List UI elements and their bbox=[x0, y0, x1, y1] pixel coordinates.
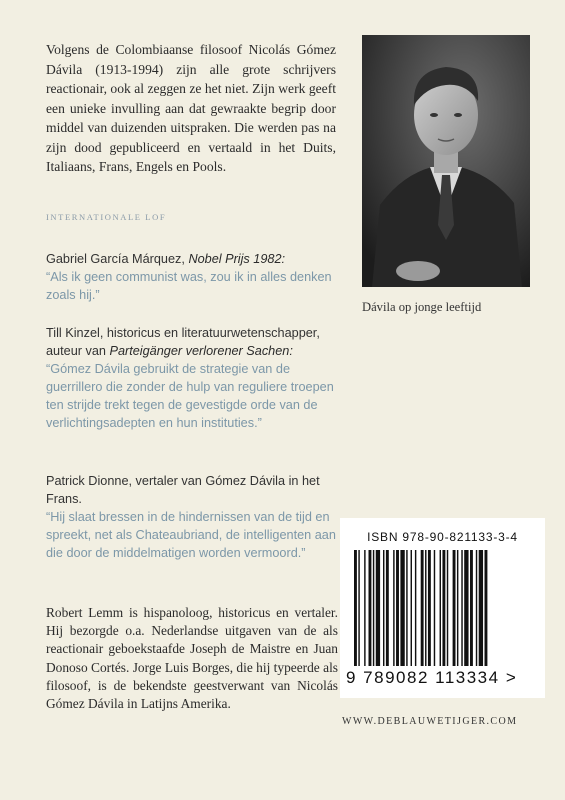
barcode-icon bbox=[354, 550, 532, 666]
photo-caption: Dávila op jonge leeftijd bbox=[362, 300, 482, 314]
quote-work: Parteigänger verlorener Sachen: bbox=[109, 344, 293, 358]
quote-author: Gabriel García Márquez, bbox=[46, 252, 189, 266]
quote-block-kinzel bbox=[46, 324, 346, 432]
quote-text: “Hij slaat bressen in de hindernissen van de tijd en spreekt, net als Chateaubriand, de intelligenten aan die door de middelmatigen worden vermoord.” bbox=[46, 510, 336, 560]
quote-author: Till Kinzel, historicus en literatuurwetenschapper, auteur van bbox=[46, 326, 320, 358]
quote-block-dionne bbox=[46, 472, 346, 562]
ean-number: 9 789082 113334 > bbox=[346, 668, 518, 687]
quote-text: “Gómez Dávila gebruikt de strategie van de guerrillero die zonder de hulp van reguliere troepen ten strijde trekt tegen de gevestigde orde van de verlichtingsadepten en hun instituties.” bbox=[46, 362, 334, 430]
barcode-panel bbox=[340, 518, 545, 698]
author-bio: Robert Lemm is hispanoloog, historicus en vertaler. Hij bezorgde o.a. Nederlandse uitgaven van de als reactionair geboekstaafde Joseph de Maistre en Juan Donoso Cortés. Jorge Luis Borges, die hij typeerde als filosoof, is de bekendste geestverwant van Nicolás Gómez Dávila in Latijns Amerika. bbox=[46, 605, 338, 712]
intro-paragraph: Volgens de Colombiaanse filosoof Nicolás Gómez Dávila (1913-1994) zijn alle grote schrijvers reactionair, ook al zeggen ze het niet. Zijn werk geeft een unieke invulling aan dat gewraakte begrip door middel van duizenden uitspraken. Die werden pas na zijn dood gepubliceerd en vertaald in het Duits, Italiaans, Frans, Engels en Pools. bbox=[46, 42, 336, 174]
portrait-illustration bbox=[362, 35, 530, 287]
publisher-website: WWW.DEBLAUWETIJGER.COM bbox=[342, 716, 518, 727]
isbn-number: ISBN 978-90-821133-3-4 bbox=[367, 530, 518, 544]
section-heading: INTERNATIONALE LOF bbox=[46, 212, 167, 222]
quote-work: Nobel Prijs 1982: bbox=[188, 252, 286, 266]
quote-text: “Als ik geen communist was, zou ik in alles denken zoals hij.” bbox=[46, 270, 332, 302]
quote-block-marquez bbox=[46, 250, 346, 304]
quote-author: Patrick Dionne, vertaler van Gómez Dávila in het Frans. bbox=[46, 474, 320, 506]
author-portrait-photo bbox=[362, 35, 530, 287]
